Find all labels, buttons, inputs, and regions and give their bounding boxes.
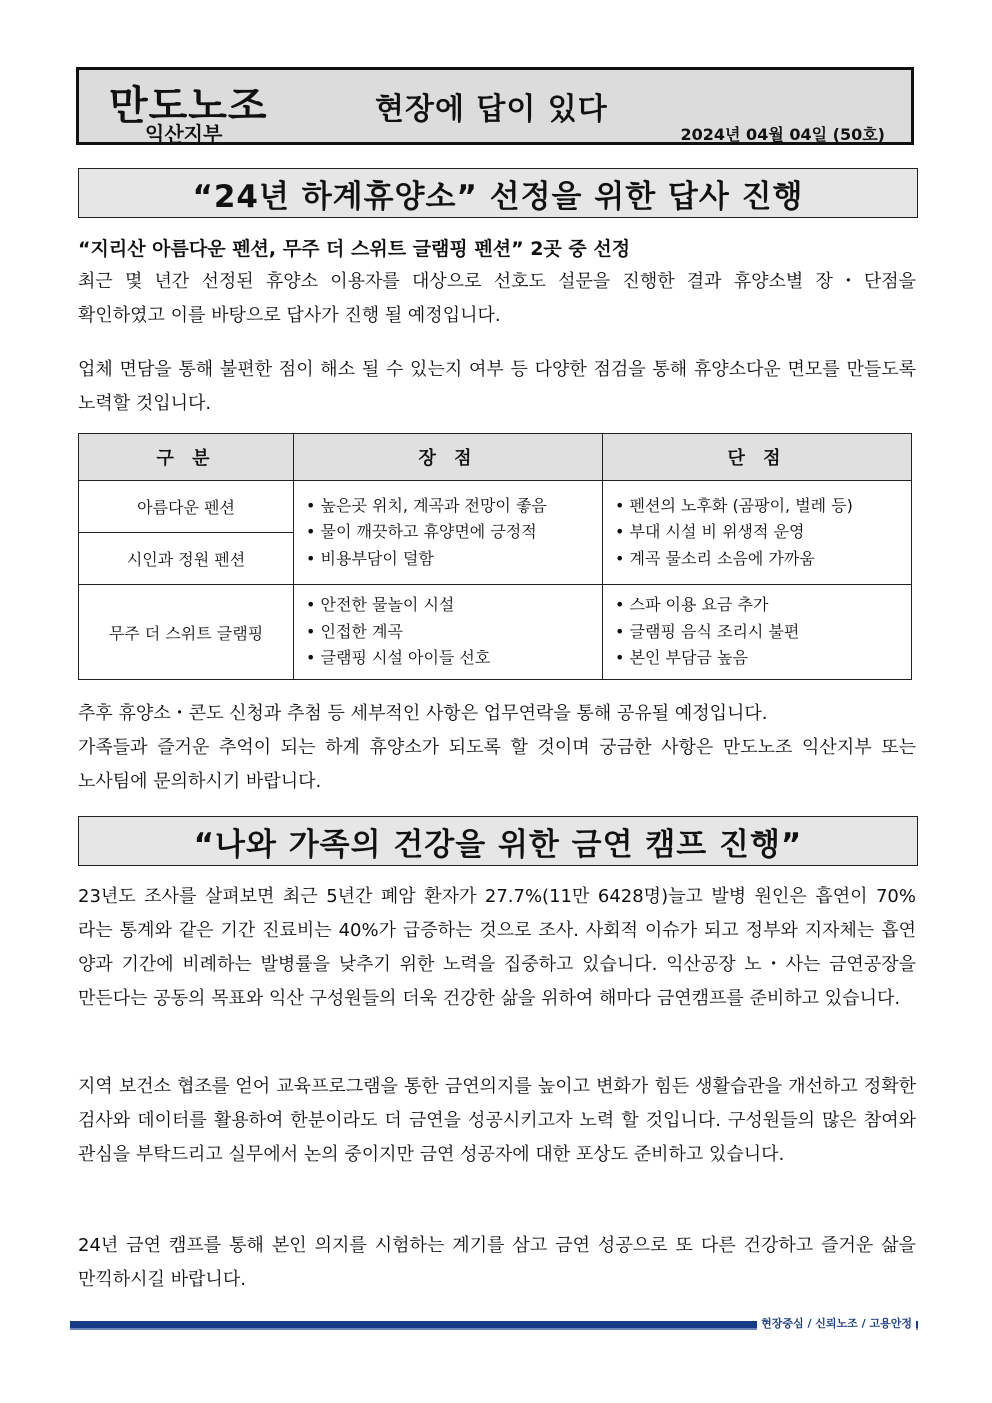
- row-category: 아름다운 펜션: [79, 481, 294, 533]
- section1-subtitle: “지리산 아름다운 펜션, 무주 더 스위트 글램핑 펜션” 2곳 중 선정: [78, 238, 631, 260]
- list-item: • 계곡 물소리 소음에 가까움: [615, 546, 899, 573]
- header-pros: 장 점: [294, 434, 603, 481]
- list-item: • 물이 깨끗하고 휴양면에 긍정적: [306, 519, 590, 546]
- section2-paragraph-1: 23년도 조사를 살펴보면 최근 5년간 폐암 환자가 27.7%(11만 6428명)늘고 발병 원인은 흡연이 70%라는 통계와 같은 기간 진료비는 40%가 급증하는 것으로 조사. 사회적 이슈가 되고 정부와 지자체는 흡연 양과 기간에 비례하는 발병률을 낮추기 위한 노력을 집중하고 있습니다. 익산공장 노・사는 금연공장을 만든다는 공동의 목표와 익산 구성원들의 더욱 건강한 삶을 위하여 해마다 금연캠프를 준비하고 있습니다.: [78, 886, 916, 1009]
- issue-date: 2024년 04월 04일 (50호): [680, 125, 885, 144]
- header-cons: 단 점: [603, 434, 912, 481]
- list-item: • 높은곳 위치, 계곡과 전망이 좋음: [306, 493, 590, 520]
- table-row: [79, 585, 912, 680]
- list-item: • 스파 이용 요금 추가: [615, 592, 899, 619]
- section1-paragraph-1: 최근 몇 년간 선정된 휴양소 이용자를 대상으로 선호도 설문을 진행한 결과 휴양소별 장・단점을 확인하였고 이를 바탕으로 답사가 진행 될 예정입니다.: [78, 271, 916, 326]
- list-item: • 안전한 물놀이 시설: [306, 592, 590, 619]
- footer-slogan: 현장중심 / 신뢰노조 / 고용안정: [757, 1315, 916, 1331]
- list-item: • 펜션의 노후화 (곰팡이, 벌레 등): [615, 493, 899, 520]
- table-header-row: [79, 434, 912, 481]
- comparison-table: [78, 433, 912, 680]
- union-name: 만도노조: [109, 83, 268, 129]
- list-item: • 글램핑 음식 조리시 불편: [615, 619, 899, 646]
- masthead-slogan: 현장에 답이 있다: [375, 92, 608, 127]
- section1-paragraph-2: 업체 면담을 통해 불편한 점이 해소 될 수 있는지 여부 등 다양한 점검을 통해 휴양소다운 면모를 만들도록 노력할 것입니다.: [78, 359, 916, 414]
- list-item: • 본인 부담금 높음: [615, 645, 899, 672]
- section1-paragraph-4: 가족들과 즐거운 추억이 되는 하계 휴양소가 되도록 할 것이며 궁금한 사항은 만도노조 익산지부 또는 노사팀에 문의하시기 바랍니다.: [78, 737, 916, 792]
- cons-cell-group2: [603, 585, 912, 680]
- branch-name: 익산지부: [145, 122, 223, 146]
- section1-paragraph-3: 추후 휴양소・콘도 신청과 추첨 등 세부적인 사항은 업무연락을 통해 공유될 예정입니다.: [78, 703, 768, 724]
- pros-cell-group2: [294, 585, 603, 680]
- row-category: 무주 더 스위트 글램핑: [79, 585, 294, 680]
- cons-cell-group1: [603, 481, 912, 585]
- section1-title: “24년 하계휴양소” 선정을 위한 답사 진행: [78, 168, 918, 218]
- pros-cell-group1: [294, 481, 603, 585]
- list-item: • 인접한 계곡: [306, 619, 590, 646]
- list-item: • 글램핑 시설 아이들 선호: [306, 645, 590, 672]
- list-item: • 부대 시설 비 위생적 운영: [615, 519, 899, 546]
- section2-paragraph-2: 지역 보건소 협조를 얻어 교육프로그램을 통한 금연의지를 높이고 변화가 힘든 생활습관을 개선하고 정확한 검사와 데이터를 활용하여 한분이라도 더 금연을 성공시키고자 노력 할 것입니다. 구성원들의 많은 참여와 관심을 부탁드리고 실무에서 논의 중이지만 금연 성공자에 대한 포상도 준비하고 있습니다.: [78, 1076, 916, 1165]
- row-category: 시인과 정원 펜션: [79, 533, 294, 585]
- section2-title: “나와 가족의 건강을 위한 금연 캠프 진행”: [78, 816, 918, 866]
- masthead: [76, 67, 914, 145]
- header-category: 구 분: [79, 434, 294, 481]
- table-row: [79, 481, 912, 533]
- list-item: • 비용부담이 덜함: [306, 546, 590, 573]
- section2-paragraph-3: 24년 금연 캠프를 통해 본인 의지를 시험하는 계기를 삼고 금연 성공으로 또 다른 건강하고 즐거운 삶을 만끽하시길 바랍니다.: [78, 1235, 916, 1290]
